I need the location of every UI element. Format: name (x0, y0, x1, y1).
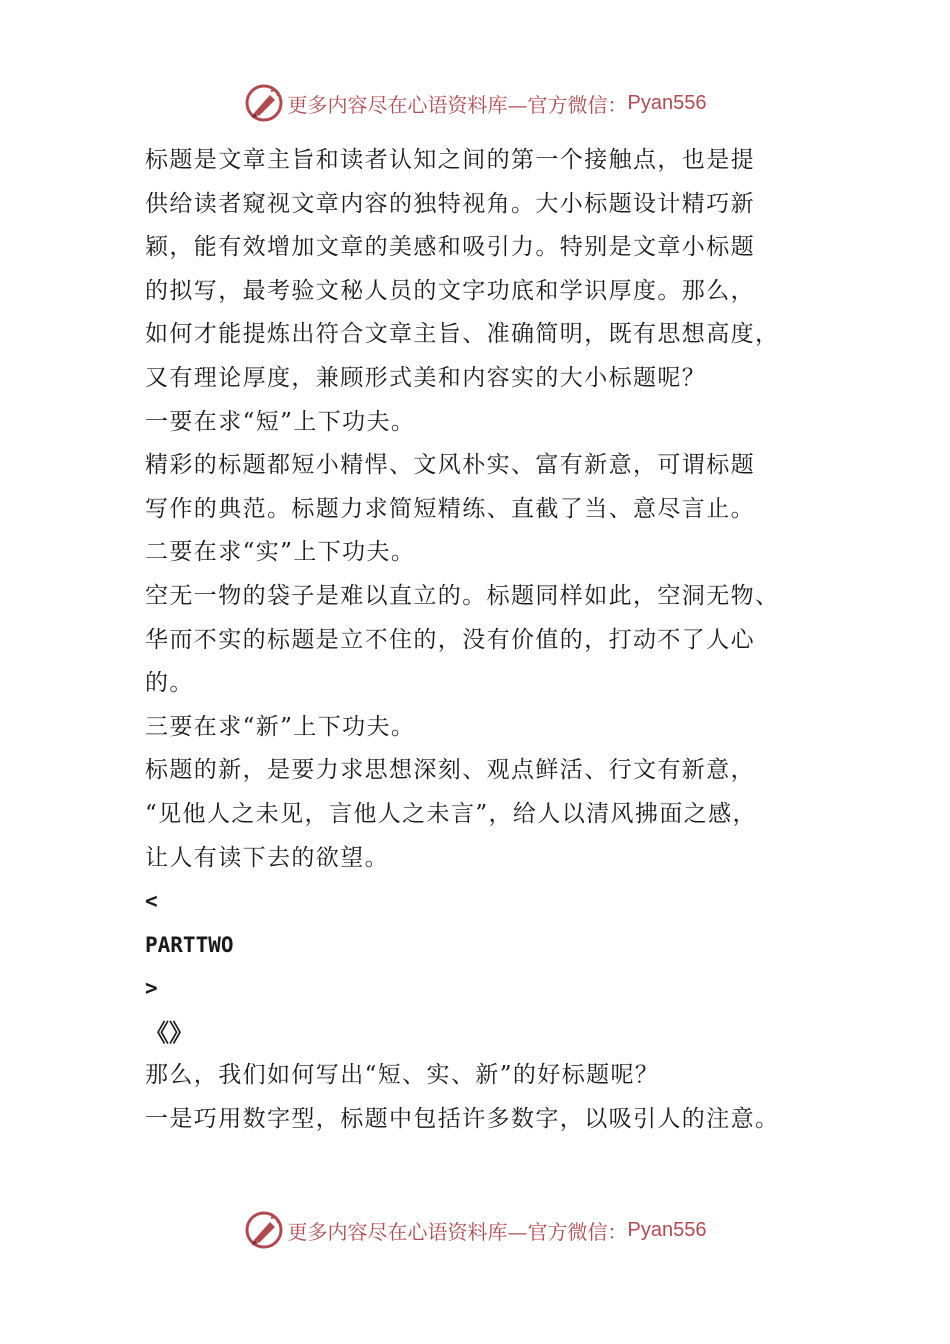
section-heading: 二要在求“实”上下功夫。 (145, 539, 416, 566)
paragraph-line: 的。 (145, 670, 194, 697)
section-heading: 一要在求“短”上下功夫。 (145, 408, 416, 435)
paragraph-line: 写作的典范。标题力求简短精练、直截了当、意尽言止。 (145, 495, 755, 522)
paragraph-line: 如何才能提炼出符合文章主旨、准确简明，既有思想高度， (145, 321, 780, 348)
banner-text: 更多内容尽在心语资料库—官方微信： (287, 1219, 628, 1244)
pen-logo-icon (244, 1210, 284, 1250)
paragraph-line: 颖，能有效增加文章的美感和吸引力。特别是文章小标题 (145, 234, 755, 261)
paragraph-line: 一是巧用数字型，标题中包括许多数字，以吸引人的注意。 (145, 1106, 780, 1133)
part-marker-title: PARTTWO (145, 932, 234, 957)
part-marker-open: < (145, 889, 158, 914)
banner-wechat-id: Pyan556 (627, 91, 707, 114)
book-title-marks: 《》 (145, 1017, 193, 1047)
paragraph-line: 让人有读下去的欲望。 (145, 844, 389, 871)
paragraph-line: 又有理论厚度，兼顾形式美和内容实的大小标题呢？ (145, 364, 707, 391)
paragraph-line: 的拟写，最考验文秘人员的文字功底和学识厚度。那么， (145, 277, 755, 304)
paragraph-line: 华而不实的标题是立不住的，没有价值的，打动不了人心 (145, 626, 755, 653)
paragraph-line: 供给读者窥视文章内容的独特视角。大小标题设计精巧新 (145, 190, 755, 217)
document-body (145, 139, 810, 1142)
paragraph-line: 精彩的标题都短小精悍、文风朴实、富有新意，可谓标题 (145, 452, 755, 479)
paragraph-line: 标题是文章主旨和读者认知之间的第一个接触点，也是提 (145, 147, 755, 173)
footer-banner (0, 1208, 950, 1252)
paragraph-line: 标题的新，是要力求思想深刻、观点鲜活、行文有新意， (145, 757, 755, 784)
part-marker-close: > (145, 976, 158, 1001)
banner-text: 更多内容尽在心语资料库—官方微信： (287, 92, 628, 117)
pen-logo-icon (244, 83, 284, 123)
paragraph-line: 空无一物的袋子是难以直立的。标题同样如此，空洞无物、 (145, 582, 780, 609)
paragraph-line: 那么，我们如何写出“短、实、新”的好标题呢？ (145, 1062, 660, 1089)
banner-wechat-id: Pyan556 (627, 1218, 707, 1241)
paragraph-line: “见他人之未见，言他人之未言”，给人以清风拂面之感， (145, 800, 757, 827)
header-banner (0, 81, 950, 125)
section-heading: 三要在求“新”上下功夫。 (145, 713, 416, 740)
